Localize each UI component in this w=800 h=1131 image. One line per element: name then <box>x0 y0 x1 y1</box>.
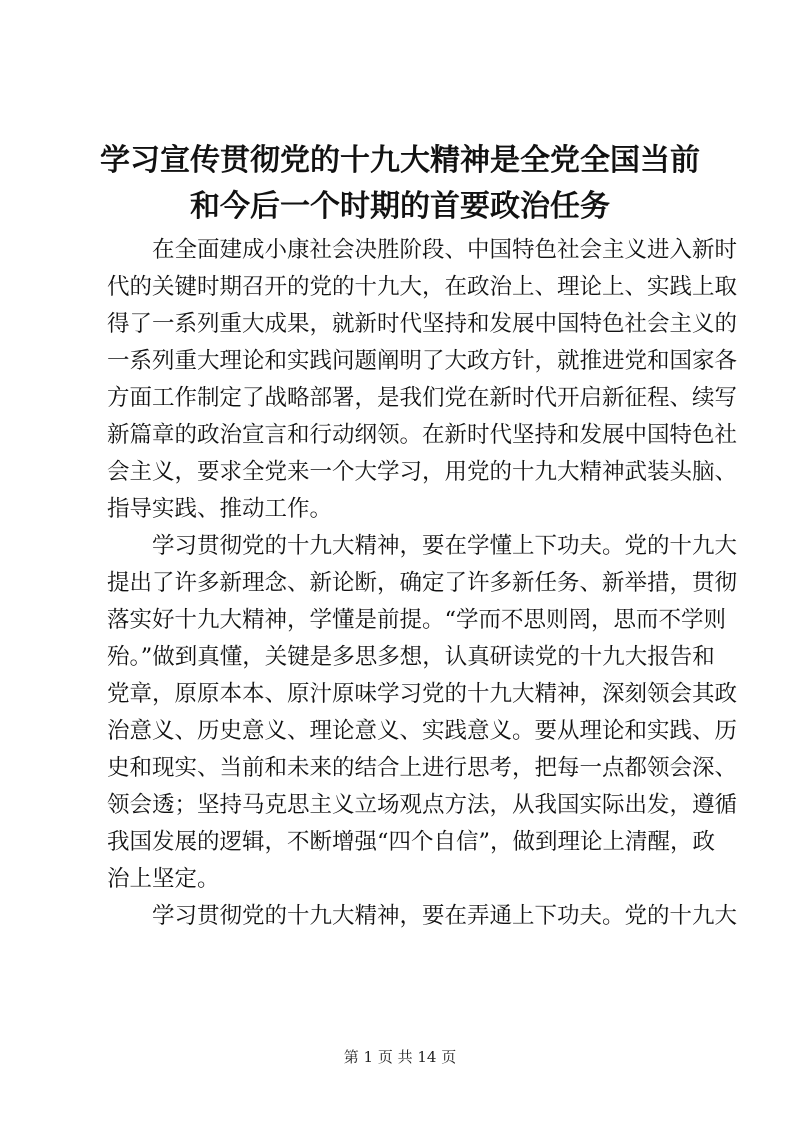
document-body <box>107 232 738 935</box>
paragraph-line: 党章，原原本本、原汁原味学习党的十九大精神，深刻领会其政 <box>107 681 738 707</box>
paragraph-2 <box>107 528 738 898</box>
paragraph-3 <box>107 898 738 935</box>
paragraph-line: 指导实践、推动工作。 <box>107 496 333 522</box>
paragraph-line: 落实好十九大精神，学懂是前提。“学而不思则罔，思而不学则 <box>107 607 727 633</box>
paragraph-line: 我国发展的逻辑，不断增强“四个自信”，做到理论上清醒，政 <box>107 829 716 855</box>
paragraph-line: 会主义，要求全党来一个大学习，用党的十九大精神武装头脑、 <box>107 459 738 485</box>
paragraph-line: 得了一系列重大成果，就新时代坚持和发展中国特色社会主义的 <box>107 311 738 337</box>
paragraph-line: 史和现实、当前和未来的结合上进行思考，把每一点都领会深、 <box>107 755 738 781</box>
page-footer <box>0 1046 800 1067</box>
paragraph-1 <box>107 232 738 528</box>
paragraph-line: 一系列重大理论和实践问题阐明了大政方针，就推进党和国家各 <box>107 348 738 374</box>
paragraph-line: 领会透；坚持马克思主义立场观点方法，从我国实际出发，遵循 <box>107 792 738 818</box>
document-title <box>90 138 710 230</box>
paragraph-line: 治上坚定。 <box>107 866 220 892</box>
title-line-1: 学习宣传贯彻党的十九大精神是全党全国当前 <box>100 143 700 178</box>
title-line-2: 和今后一个时期的首要政治任务 <box>190 189 610 224</box>
page-number-label: 第 1 页 共 14 页 <box>343 1048 457 1066</box>
paragraph-line: 学习贯彻党的十九大精神，要在学懂上下功夫。党的十九大 <box>152 533 738 559</box>
paragraph-line: 殆。”做到真懂，关键是多思多想，认真研读党的十九大报告和 <box>107 644 715 670</box>
paragraph-line: 学习贯彻党的十九大精神，要在弄通上下功夫。党的十九大 <box>152 903 738 929</box>
paragraph-line: 方面工作制定了战略部署，是我们党在新时代开启新征程、续写 <box>107 385 738 411</box>
paragraph-line: 提出了许多新理念、新论断，确定了许多新任务、新举措，贯彻 <box>107 570 738 596</box>
paragraph-line: 代的关键时期召开的党的十九大，在政治上、理论上、实践上取 <box>107 274 738 300</box>
paragraph-line: 治意义、历史意义、理论意义、实践意义。要从理论和实践、历 <box>107 718 738 744</box>
paragraph-line: 在全面建成小康社会决胜阶段、中国特色社会主义进入新时 <box>152 237 738 263</box>
paragraph-line: 新篇章的政治宣言和行动纲领。在新时代坚持和发展中国特色社 <box>107 422 738 448</box>
